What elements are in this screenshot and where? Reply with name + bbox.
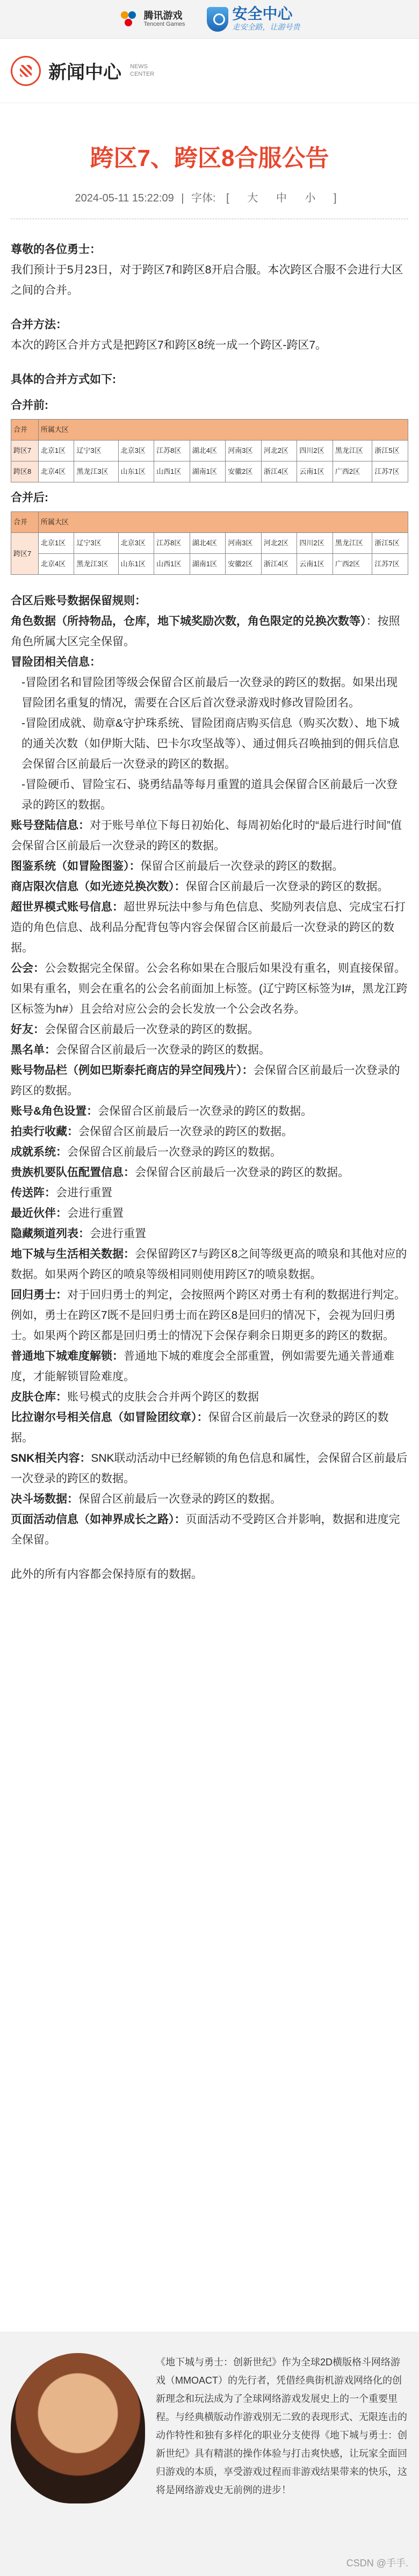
rule-dungeon-life: 地下城与生活相关数据：会保留跨区7与跨区8之间等级更高的喷泉和其他对应的数据。如果两个跨区的喷泉等级相同则使用跨区7的喷泉数据。 xyxy=(11,1248,407,1281)
news-header xyxy=(0,39,419,103)
guild-rule-3: -冒险硬币、冒险宝石、骁勇结晶等每月重置的道具会保留合区前最后一次登录的跨区的数据。 xyxy=(21,778,398,811)
rule-return: 回归勇士：对于回归勇士的判定，会按照两个跨区对勇士有利的数据进行判定。例如，勇士在跨区7既不是回归勇士而在跨区8是回归的情况下，会视为回归勇士。如果两个跨区都是回归勇士的情况下会保存剩余日期更多的跨区的数据。 xyxy=(11,1289,406,1342)
method-text: 本次的跨区合并方式是把跨区7和跨区8统一成一个跨区-跨区7。 xyxy=(11,339,327,351)
table-header-merge: 合并 xyxy=(11,512,39,533)
rule-hero: 超世界模式账号信息：超世界玩法中参与角色信息、奖励列表信息、完成宝石打造的角色信息、战利品分配背包等内容会保留合区前最后一次登录的跨区的数据。 xyxy=(11,901,406,954)
watermark: CSDN @手手. xyxy=(346,2558,408,2568)
news-center-en: NEWS CENTER xyxy=(130,63,155,77)
table-after xyxy=(11,511,408,575)
rule-book: 图鉴系统（如冒险图鉴）：保留合区前最后一次登录的跨区的数据。 xyxy=(11,860,344,872)
tencent-games-logo[interactable] xyxy=(119,9,185,30)
rule-page-event: 页面活动信息（如神界成长之路）：页面活动不受跨区合并影响，数据和进度完全保留。 xyxy=(11,1513,400,1546)
guild-title: 冒险团相关信息： xyxy=(11,656,101,668)
table-row: 北京4区 黑龙江3区 山东1区 山西1区 湖南1区 安徽2区 浙江4区 云南1区 广西2区 江苏7区 xyxy=(11,554,408,575)
article-meta: 2024-05-11 15:22:09 | 字体: [ 大 中 小 ] xyxy=(11,189,408,219)
rule-bilashier: 比拉谢尔号相关信息（如冒险团纹章）：保留合区前最后一次登录的跨区的数据。 xyxy=(11,1411,389,1444)
intro: 我们预计于5月23日，对于跨区7和跨区8开启合服。本次跨区合服不会进行大区之间的合并。 xyxy=(11,264,403,297)
rule-account-inventory: 账号物品栏（例如巴斯泰托商店的异空间残片）：会保留合区前最后一次登录的跨区的数据。 xyxy=(11,1064,400,1097)
guild-rule-1: -冒险团名和冒险团等级会保留合区前最后一次登录的跨区的数据。如果出现冒险团名重复的情况，需要在合区后首次登录游戏时修改冒险团名。 xyxy=(21,676,398,709)
rule-noble-team: 贵族机要队伍配置信息：会保留合区前最后一次登录的跨区的数据。 xyxy=(11,1166,349,1179)
after-label: 合并后: xyxy=(11,492,48,504)
rule-friend: 好友：会保留合区前最后一次登录的跨区的数据。 xyxy=(11,1023,259,1036)
guild-rule-2: -冒险团成就、勋章&守护珠系统、冒险团商店购买信息（购买次数）、地下城的通关次数（如伊斯大陆、巴卡尔攻坚战等）、通过佣兵召唤抽到的佣兵信息会保留合区前最后一次登录的跨区的数据。 xyxy=(21,717,400,770)
outro: 此外的所有内容都会保持原有的数据。 xyxy=(11,1568,203,1581)
news-center-icon xyxy=(11,56,41,86)
article xyxy=(0,139,419,1585)
top-bar xyxy=(0,0,419,39)
table-row: 跨区8 北京4区 黑龙江3区 山东1区 山西1区 湖南1区 安徽2区 浙江4区 云南1区 广西2区 江苏7区 xyxy=(11,461,408,482)
security-center-logo[interactable] xyxy=(207,6,300,32)
rule-difficulty: 普通地下城难度解锁：普通地下城的难度会全部重置，例如需要先通关普通难度，才能解锁冒险难度。 xyxy=(11,1350,394,1383)
font-size-small[interactable]: 小 xyxy=(305,192,316,204)
rule-blacklist: 黑名单：会保留合区前最后一次登录的跨区的数据。 xyxy=(11,1044,270,1056)
game-description: 《地下城与勇士：创新世纪》作为全球2D横版格斗网络游戏（MMOACT）的先行者，凭借经典街机游戏网络化的创新理念和玩法成为了全球网络游戏发展史上的一个重要里程。与经典横版动作游戏别无二致的表现形式、无限连击的动作特性和独有多样化的职业分支使得《地下城与勇士：创新世纪》具有精湛的操作体验与打击爽快感，让玩家全面回归游戏的本质，享受游戏过程而非游戏结果带来的快乐，这将是网络游戏史无前例的进步！ xyxy=(156,2357,407,2495)
rule-recent: 最近伙伴：会进行重置 xyxy=(11,1207,124,1220)
security-title: 安全中心 xyxy=(232,5,293,22)
rule-role-data: 角色数据（所持物品，仓库，地下城奖励次数，角色限定的兑换次数等）：按照角色所属大区完全保留。 xyxy=(11,615,400,648)
font-size-label: 字体: xyxy=(191,192,216,204)
table-header-region: 所属大区 xyxy=(38,512,408,533)
rule-portal: 传送阵：会进行重置 xyxy=(11,1187,112,1199)
rule-skin: 皮肤仓库：账号模式的皮肤会合并两个跨区的数据 xyxy=(11,1391,259,1403)
font-size-medium[interactable]: 中 xyxy=(276,192,287,204)
greeting: 尊敬的各位勇士： xyxy=(11,243,101,256)
before-label: 合并前: xyxy=(11,399,48,412)
method-title: 合并方法： xyxy=(11,319,67,331)
rule-login: 账号登陆信息：对于账号单位下每日初始化、每周初始化时的“最后进行时间”值会保留合区前最后一次登录的跨区的数据。 xyxy=(11,819,402,852)
table-before xyxy=(11,419,408,482)
rule-guild: 公会：公会数据完全保留。公会名称如果在合服后如果没有重名，则直接保留。如果有重名，则会在重名的公会名前面加上标签。(辽宁跨区标签为I#，黑龙江跨区标签为h#）且会给对应公会的会长发放一个公会改名券。 xyxy=(11,962,408,1015)
tencent-logo-cn: 腾讯游戏 xyxy=(143,10,183,21)
table-header-merge: 合并 xyxy=(11,420,39,441)
tencent-logo-icon xyxy=(119,9,139,30)
rule-duel: 决斗场数据：保留合区前最后一次登录的跨区的数据。 xyxy=(11,1493,281,1505)
article-date: 2024-05-11 15:22:09 xyxy=(75,192,174,204)
tencent-logo-en: Tencent Games xyxy=(143,21,185,28)
rule-snk: SNK相关内容：SNK联动活动中已经解锁的角色信息和属性，会保留合区前最后一次登录的跨区的数据。 xyxy=(11,1452,408,1485)
rule-shop: 商店限次信息（如光迹兑换次数）：保留合区前最后一次登录的跨区的数据。 xyxy=(11,881,389,893)
table-header-region: 所属大区 xyxy=(38,420,408,441)
shield-icon xyxy=(207,7,228,32)
rule-auction: 拍卖行收藏：会保留合区前最后一次登录的跨区的数据。 xyxy=(11,1125,293,1138)
article-body xyxy=(11,240,408,1585)
security-slogan: 走安全路，让游号贵 xyxy=(232,22,300,31)
game-character-avatar xyxy=(11,2353,145,2503)
table-row: 跨区7 北京1区 辽宁3区 北京3区 江苏8区 湖北4区 河南3区 河北2区 四川2区 黑龙江区 浙江5区 xyxy=(11,441,408,461)
rule-achievement: 成就系统：会保留合区前最后一次登录的跨区的数据。 xyxy=(11,1146,281,1158)
article-title: 跨区7、跨区8合服公告 xyxy=(90,145,329,171)
rule-settings: 账号&角色设置：会保留合区前最后一次登录的跨区的数据。 xyxy=(11,1105,313,1117)
font-size-large[interactable]: 大 xyxy=(247,192,258,204)
table-row: 跨区7 北京1区 辽宁3区 北京3区 江苏8区 湖北4区 河南3区 河北2区 四川2区 黑龙江区 浙江5区 xyxy=(11,533,408,554)
rules-title: 合区后账号数据保留规则： xyxy=(11,595,146,607)
news-center-title: 新闻中心 xyxy=(48,62,121,83)
detail-title: 具体的合并方式如下: xyxy=(11,373,116,386)
rule-hidden-channel: 隐藏频道列表：会进行重置 xyxy=(11,1228,146,1240)
footer xyxy=(0,2332,419,2576)
